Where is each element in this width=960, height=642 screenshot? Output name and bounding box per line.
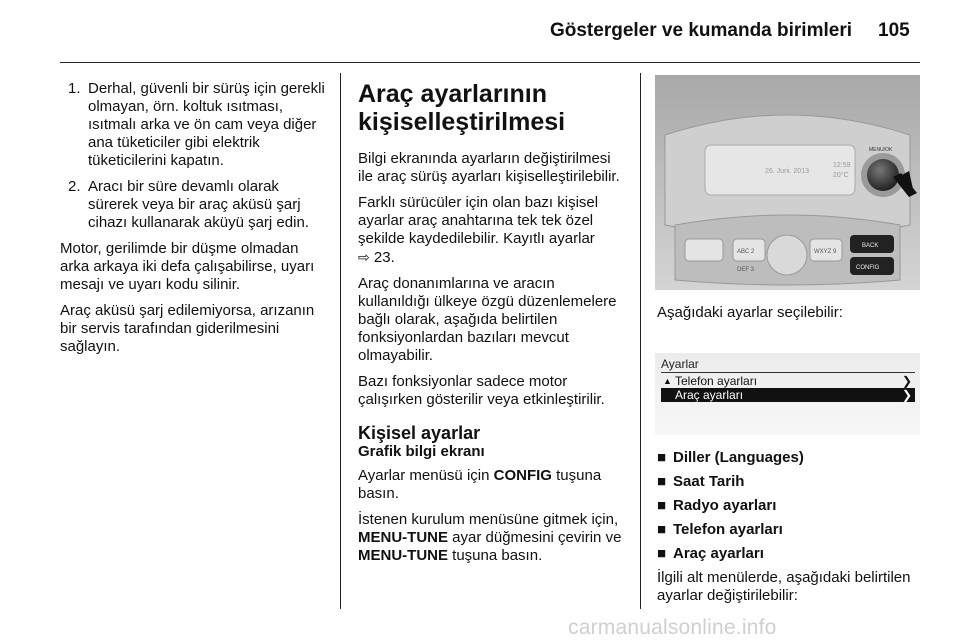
list-item	[657, 545, 919, 563]
paragraph	[358, 511, 623, 565]
settings-screen	[655, 353, 920, 435]
column-3-text	[657, 449, 919, 613]
item-number: 2.	[68, 178, 81, 195]
row-label: Telefon ayarları	[675, 374, 758, 388]
menu-tune-label: MENU-TUNE	[358, 529, 448, 546]
bullet: ■	[657, 473, 667, 490]
chevron-right-icon: ❯	[901, 374, 912, 388]
infotainment-panel-illustration	[655, 75, 920, 290]
numbered-item-2	[60, 178, 330, 232]
chevron-right-icon: ❯	[901, 388, 912, 402]
photo-caption: Aşağıdaki ayarlar seçilebilir:	[657, 304, 843, 321]
column-divider	[640, 73, 641, 609]
screen-title: Ayarlar	[661, 357, 699, 371]
paragraph: Araç aküsü şarj edilemiyorsa, arızanın bir servis tarafından giderilmesini sağlayın.	[60, 302, 315, 355]
text: tuşuna basın.	[448, 547, 543, 564]
paragraph: Araç donanımlarına ve aracın kullanıldığı ülkeye özgü düzenlemelere bağlı olarak, aşağıda belirtilen fonksiyonlardan bazıları mevcut olmayabilir.	[358, 275, 617, 364]
key-def: DEF 3	[737, 267, 755, 273]
settings-list	[657, 449, 919, 563]
menu-tune-knob	[867, 159, 899, 191]
list-item	[657, 473, 919, 491]
header-rule	[60, 62, 920, 63]
paragraph: Motor, gerilimde bir düşme olmadan arka arkaya iki defa çalışabilirse, uyarı mesajı ve uyarı kodu silinir.	[60, 240, 315, 293]
paragraph: Bazı fonksiyonlar sadece motor çalışırken gösterilir veya etkinleştirilir.	[358, 373, 605, 408]
list-item-label: Araç ayarları	[673, 545, 764, 562]
screen-row-arac[interactable]	[661, 388, 915, 402]
subsubheading: Grafik bilgi ekranı	[358, 443, 485, 460]
screen-divider	[661, 372, 915, 373]
numbered-item-1	[60, 80, 330, 170]
list-item	[657, 521, 919, 539]
text: tuşuna basın.	[358, 467, 602, 502]
page-ref-link[interactable]: 23.	[373, 249, 395, 266]
page-ref-arrow-icon: ⇨	[358, 249, 370, 265]
screen-row-telefon[interactable]	[661, 374, 915, 388]
screen-inner	[661, 357, 915, 402]
config-button-label: CONFIG	[856, 265, 880, 271]
list-item	[657, 449, 919, 467]
item-text: Aracı bir süre devamlı olarak sürerek veya bir araç aküsü şarj cihazı kullanarak aküyü şarj edin.	[88, 178, 309, 231]
paragraph	[358, 194, 623, 267]
section-heading: Araç ayarlarının kişiselleştirilmesi	[358, 80, 566, 136]
list-item-label: Saat Tarih	[673, 473, 745, 490]
bullet: ■	[657, 449, 667, 466]
back-button-label: BACK	[862, 243, 879, 249]
bullet: ■	[657, 521, 667, 538]
paragraph: Bilgi ekranında ayarların değiştirilmesi ile araç sürüş ayarları kişiselleştirilebilir.	[358, 150, 620, 185]
text: İstenen kurulum menüsüne gitmek için,	[358, 511, 619, 528]
paragraph: İlgili alt menülerde, aşağıdaki belirtilen ayarlar değiştirilebilir:	[657, 569, 911, 604]
subheading: Kişisel ayarlar	[358, 423, 481, 443]
key-abc: ABC 2	[737, 249, 755, 255]
item-number: 1.	[68, 80, 81, 97]
scroll-up-icon: ▲	[663, 376, 672, 386]
paragraph	[358, 467, 623, 503]
column-2	[358, 76, 623, 573]
display-date: 26. Juni. 2013	[765, 168, 809, 175]
row-label: Araç ayarları	[675, 388, 744, 402]
list-item	[657, 497, 919, 515]
column-1	[60, 80, 330, 364]
header-title: Göstergeler ve kumanda birimleri	[549, 20, 852, 41]
text: ayar düğmesini çevirin ve	[448, 529, 622, 546]
list-item-label: Telefon ayarları	[673, 521, 783, 538]
key-wxyz: WXYZ 9	[814, 249, 837, 255]
list-item-label: Diller (Languages)	[673, 449, 804, 466]
page-number: 105	[878, 20, 910, 41]
bullet: ■	[657, 545, 667, 562]
bullet: ■	[657, 497, 667, 514]
knob-label: MENU/OK	[869, 147, 893, 153]
paragraph-text: Farklı sürücüler için olan bazı kişisel ayarlar araç anahtarına tek tek özel şekilde kaydedilebilir. Kayıtlı ayarlar	[358, 194, 599, 247]
display-time: 12:59	[833, 162, 851, 169]
config-key-label: CONFIG	[493, 467, 552, 484]
list-item-label: Radyo ayarları	[673, 497, 777, 514]
item-text: Derhal, güvenli bir sürüş için gerekli olmayan, örn. koltuk ısıtması, ısıtmalı arka ve ön cam veya diğer ana tüketiciler gibi elektrik tüketicilerini kapatın.	[88, 80, 325, 169]
menu-tune-label: MENU-TUNE	[358, 547, 448, 564]
column-divider	[340, 73, 341, 609]
watermark: carmanualsonline.info	[568, 616, 777, 639]
dashboard-photo	[655, 75, 920, 290]
display-temp: 20°C	[833, 172, 849, 179]
text: Ayarlar menüsü için	[358, 467, 494, 484]
